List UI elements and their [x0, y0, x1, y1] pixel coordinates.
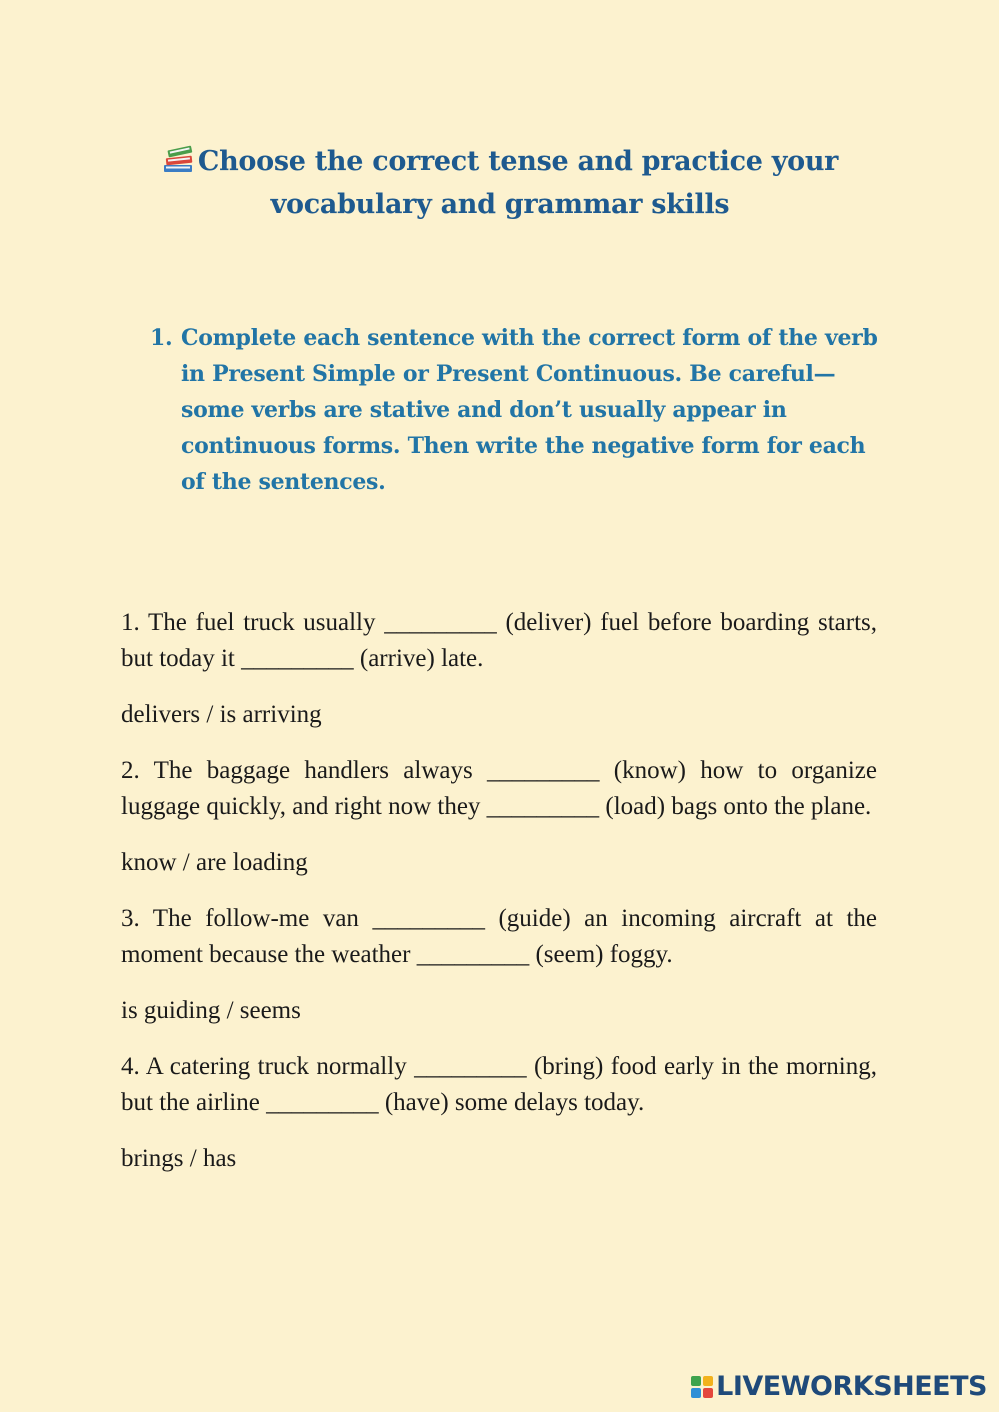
exercise-list [121, 605, 877, 1197]
liveworksheets-logo-icon [690, 1375, 714, 1399]
exercise-answer-4: brings / has [121, 1145, 237, 1172]
exercise-question-2: 2. The baggage handlers always _________ (know) how to organize luggage quickly, and right now they _________ (load) bags onto the plane. [121, 757, 877, 820]
instruction-text: Complete each sentence with the correct form of the verb in Present Simple or Present Continuous. Be careful—some verbs are stative and don’t usually appear in continuous forms. Then write the negative form for each of the sentences. [181, 325, 878, 495]
exercise-answer-2: know / are loading [121, 849, 308, 876]
books-icon [162, 143, 196, 175]
title-line-2: vocabulary and grammar skills [270, 189, 730, 220]
exercise-question-1: 1. The fuel truck usually _________ (deliver) fuel before boarding starts, but today it _________ (arrive) late. [121, 609, 877, 672]
exercise-question-4: 4. A catering truck normally _________ (bring) food early in the morning, but the airline _________ (have) some delays today. [121, 1053, 877, 1116]
brand-text: LIVEWORKSHEETS [716, 1371, 987, 1402]
instructions [150, 320, 890, 500]
title-line-1: Choose the correct tense and practice your [197, 146, 839, 177]
liveworksheets-brand[interactable] [690, 1371, 987, 1402]
exercise-answer-3: is guiding / seems [121, 997, 301, 1024]
exercise-answer-1: delivers / is arriving [121, 701, 322, 728]
exercise-question-3: 3. The follow-me van _________ (guide) an incoming aircraft at the moment because the weather _________ (seem) foggy. [121, 905, 877, 968]
instruction-number: 1. [150, 325, 173, 351]
page-title [120, 140, 880, 226]
